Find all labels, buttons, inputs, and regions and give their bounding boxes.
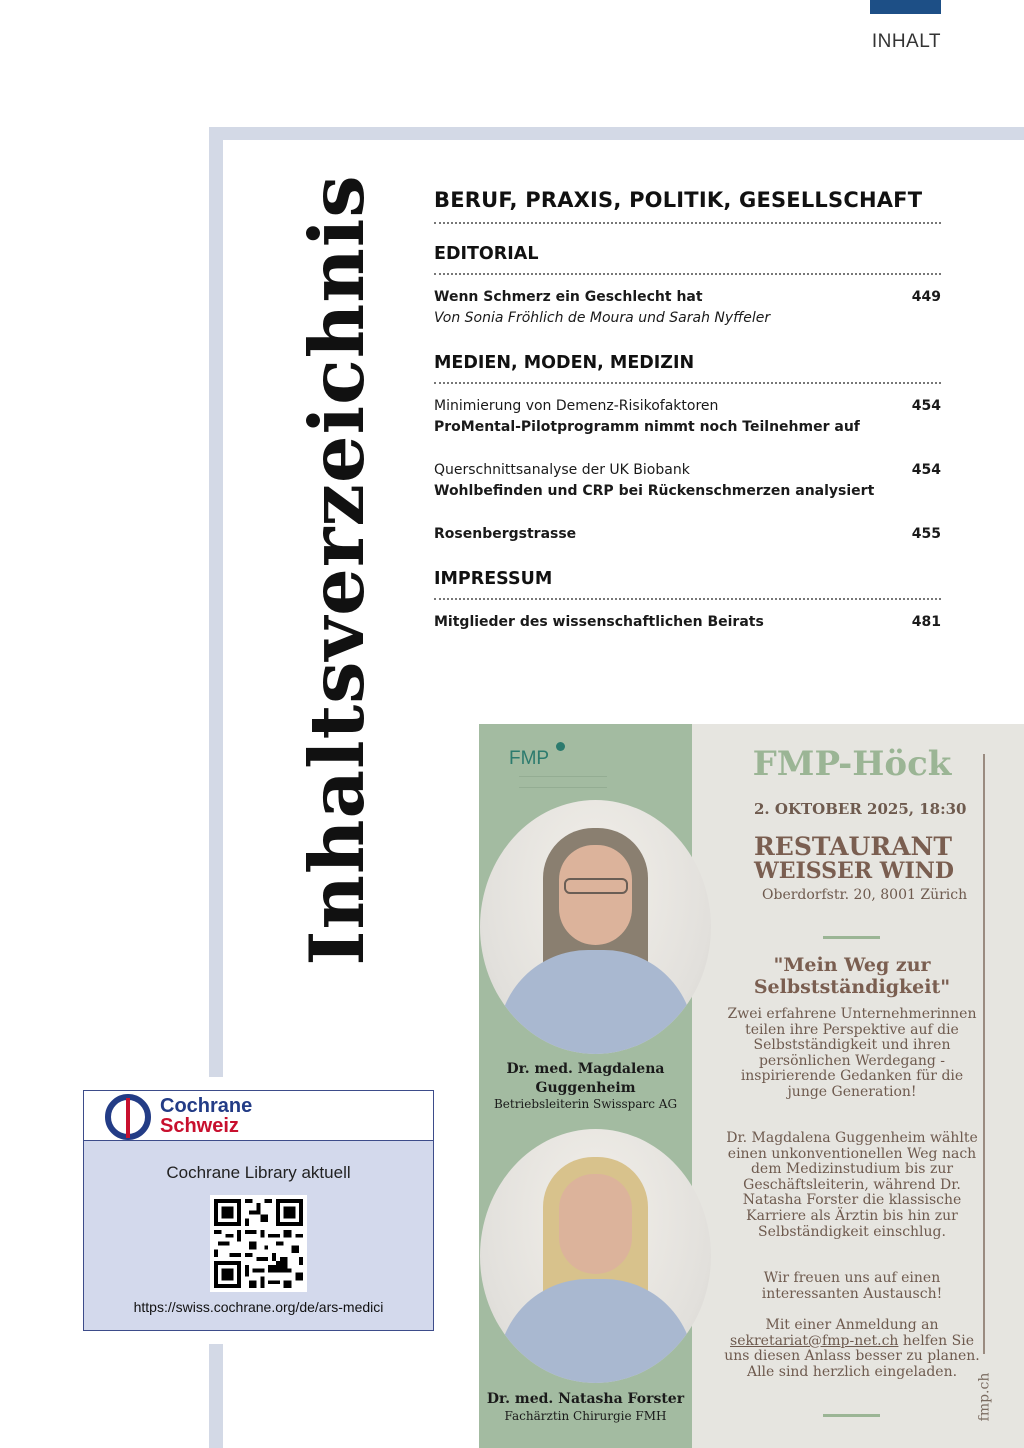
- cochrane-logo-line1: Cochrane: [160, 1095, 253, 1117]
- cochrane-url-link[interactable]: https://swiss.cochrane.org/de/ars-medici: [133, 1299, 384, 1315]
- ad-divider-bottom: [823, 1414, 880, 1417]
- toc-entry-biobank[interactable]: [434, 460, 941, 502]
- ad-divider-top: [823, 936, 880, 939]
- cochrane-caption: Cochrane Library aktuell: [166, 1163, 351, 1182]
- fmp-cross-icon: [556, 742, 565, 751]
- toc-page-number: 449: [911, 289, 941, 305]
- toc-page-number: 454: [911, 462, 941, 478]
- toc-entry-rosenbergstrasse[interactable]: [434, 524, 941, 545]
- toc-entry-title: Wenn Schmerz ein Geschlecht hat: [434, 289, 703, 305]
- fmp-logo-tagline-graphic: [519, 776, 607, 788]
- fmp-event-ad: [479, 724, 1024, 1448]
- cochrane-logo-line2: Schweiz: [160, 1115, 239, 1137]
- ad-registration-post: helfen Sie uns diesen Anlass besser zu planen. Alle sind herzlich eingeladen.: [724, 1332, 980, 1380]
- toc-entry-title: Rosenbergstrasse: [434, 526, 577, 542]
- ad-date: 2. OKTOBER 2025, 18:30: [754, 800, 967, 818]
- page-title: Inhaltsverzeichnis: [293, 174, 381, 966]
- toc-entry-beirat[interactable]: [434, 612, 941, 633]
- frame-top-bar: [209, 127, 1024, 140]
- ad-paragraph-1: Zwei erfahrene Unternehmerinnen teilen ihre Perspektive auf die Selbstständigkeit und ihren persönlichen Werdegang - inspirierende Gedanken für die junge Generation!: [727, 1006, 977, 1100]
- frame-left-bar: [209, 127, 223, 1077]
- ad-venue-line2: WEISSER WIND: [754, 858, 954, 884]
- person-role-forster: Fachärztin Chirurgie FMH: [504, 1409, 667, 1423]
- toc-main-heading: BERUF, PRAXIS, POLITIK, GESELLSCHAFT: [434, 188, 941, 224]
- ad-address: Oberdorfstr. 20, 8001 Zürich: [762, 887, 968, 903]
- cochrane-logo-header: [84, 1091, 433, 1141]
- ad-paragraph-4: [722, 1318, 982, 1380]
- cochrane-logo-text: [160, 1096, 252, 1136]
- ad-left-panel: [479, 724, 692, 1448]
- portrait-photo-guggenheim: [480, 800, 711, 1054]
- ad-website-link[interactable]: fmp.ch: [976, 1372, 993, 1422]
- fmp-logo: [509, 748, 549, 770]
- ad-title: FMP-Höck: [752, 744, 952, 784]
- toc-entry-authors: Von Sonia Fröhlich de Moura und Sarah Nyffeler: [434, 310, 771, 326]
- ad-paragraph-2: Dr. Magdalena Guggenheim wählte einen unkonventionellen Weg nach dem Medizinstudium bis zur Geschäftsleiterin, während Dr. Natasha Forster die klassische Karriere als Ärztin bis hin zur Selbständigkeit einschlug.: [726, 1130, 978, 1240]
- ad-paragraph-3: Wir freuen uns auf einen interessanten Austausch!: [761, 1270, 943, 1302]
- table-of-contents: [434, 188, 941, 633]
- ad-email-link[interactable]: sekretariat@fmp-net.ch: [730, 1332, 899, 1349]
- person-role-guggenheim: Betriebsleiterin Swissparc AG: [493, 1097, 678, 1111]
- ad-quote: "Mein Weg zur Selbstständigkeit": [753, 954, 951, 998]
- ad-vertical-rule: [983, 754, 985, 1354]
- toc-heading-medien: MEDIEN, MODEN, MEDIZIN: [434, 353, 941, 384]
- cochrane-logo-icon: [105, 1094, 151, 1140]
- person-name-forster: Dr. med. Natasha Forster: [486, 1391, 685, 1407]
- toc-page-number: 455: [911, 526, 941, 542]
- toc-heading-editorial: EDITORIAL: [434, 244, 941, 275]
- frame-left-bar-lower: [209, 1344, 223, 1448]
- glasses-icon: [564, 878, 628, 894]
- toc-entry-title: Mitglieder des wissenschaftlichen Beirats: [434, 614, 764, 630]
- ad-right-panel: [692, 724, 1024, 1448]
- toc-entry-kicker: Querschnittsanalyse der UK Biobank: [434, 462, 690, 478]
- toc-page-number: 454: [911, 398, 941, 414]
- toc-entry-kicker: Minimierung von Demenz-Risikofaktoren: [434, 398, 719, 414]
- header-tab-marker: [870, 0, 941, 14]
- toc-entry-title: ProMental-Pilotprogramm nimmt noch Teilnehmer auf: [434, 419, 860, 435]
- ad-venue-line1: RESTAURANT: [754, 832, 952, 861]
- toc-heading-impressum: IMPRESSUM: [434, 569, 941, 600]
- person-name-guggenheim: Dr. med. Magdalena Guggenheim: [506, 1061, 665, 1096]
- cochrane-box: [83, 1090, 434, 1331]
- toc-entry-title: Wohlbefinden und CRP bei Rückenschmerzen analysiert: [434, 483, 875, 499]
- qr-code-icon[interactable]: [210, 1195, 307, 1292]
- toc-entry-demenz[interactable]: [434, 396, 941, 438]
- toc-page-number: 481: [911, 614, 941, 630]
- toc-entry-editorial[interactable]: [434, 287, 941, 329]
- section-label: INHALT: [871, 31, 941, 52]
- fmp-logo-text: FMP: [509, 748, 550, 769]
- portrait-photo-forster: [480, 1129, 711, 1383]
- ad-venue: [754, 834, 954, 884]
- ad-registration-pre: Mit einer Anmeldung an: [765, 1317, 939, 1333]
